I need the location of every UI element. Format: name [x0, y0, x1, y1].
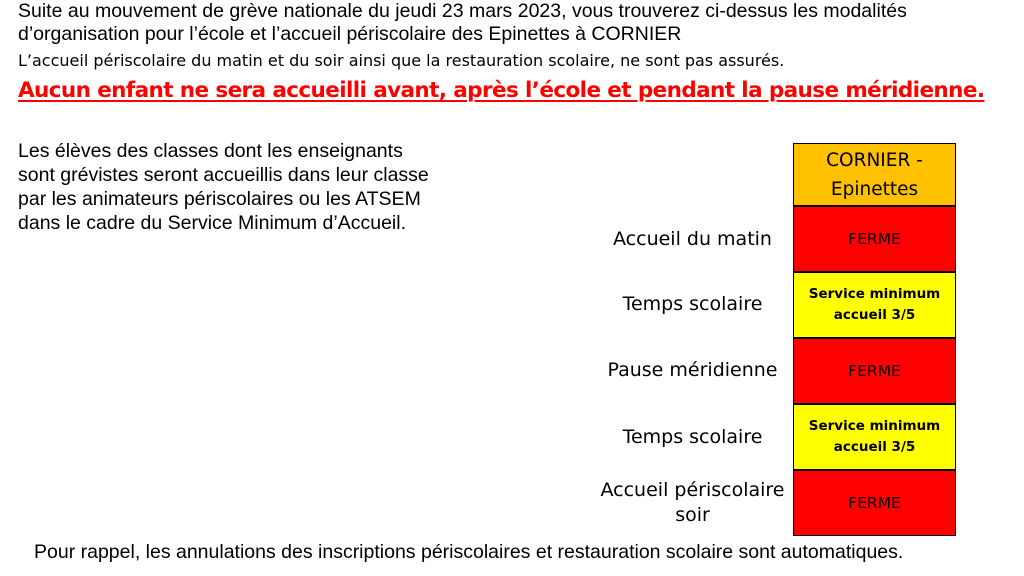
status-cell-accueil-matin — [793, 206, 956, 272]
row-label-line-2: soir — [675, 504, 710, 526]
row-label-periscolaire-soir — [590, 478, 795, 528]
footer-reminder: Pour rappel, les annulations des inscriptions périscolaires et restauration scolaire sont automatiques. — [34, 541, 904, 563]
status-text-line-2: accueil 3/5 — [833, 439, 916, 455]
paragraph-line: par les animateurs périscolaires ou les ATSEM — [18, 188, 421, 210]
paragraph-line: sont grévistes seront accueillis dans leur classe — [18, 164, 429, 186]
status-text-line-2: accueil 3/5 — [833, 307, 916, 323]
school-header-line-1: CORNIER - — [826, 149, 923, 171]
status-text: FERME — [848, 230, 901, 248]
status-cell-periscolaire-soir — [793, 470, 956, 536]
alert-message: Aucun enfant ne sera accueilli avant, après l’école et pendant la pause méridienne. — [18, 78, 985, 103]
status-text-line-1: Service minimum — [808, 418, 941, 434]
paragraph-line: dans le cadre du Service Minimum d’Accueil. — [18, 212, 407, 234]
school-header-cell — [793, 143, 956, 206]
row-label-accueil-matin: Accueil du matin — [613, 228, 772, 250]
row-label-temps-scolaire-2: Temps scolaire — [622, 426, 763, 448]
status-text: FERME — [848, 494, 901, 512]
status-cell-temps-scolaire-2 — [793, 404, 956, 470]
status-cell-pause-meridienne — [793, 338, 956, 404]
row-label-line-1: Accueil périscolaire — [600, 479, 785, 501]
status-text-line-1: Service minimum — [808, 286, 941, 302]
status-cell-temps-scolaire-1 — [793, 272, 956, 338]
school-header-line-2: Epinettes — [830, 178, 919, 200]
row-label-temps-scolaire-1: Temps scolaire — [622, 293, 763, 315]
row-label-pause-meridienne: Pause méridienne — [607, 359, 778, 381]
intro-line-3: L’accueil périscolaire du matin et du soir ainsi que la restauration scolaire, ne sont pas assurés. — [18, 51, 785, 70]
status-text: FERME — [848, 362, 901, 380]
sma-paragraph — [18, 139, 488, 235]
paragraph-line: Les élèves des classes dont les enseignants — [18, 140, 403, 162]
intro-line-1: Suite au mouvement de grève nationale du jeudi 23 mars 2023, vous trouverez ci-dessus les modalités — [18, 0, 907, 22]
intro-line-2: d’organisation pour l’école et l’accueil périscolaire des Epinettes à CORNIER — [18, 23, 682, 45]
